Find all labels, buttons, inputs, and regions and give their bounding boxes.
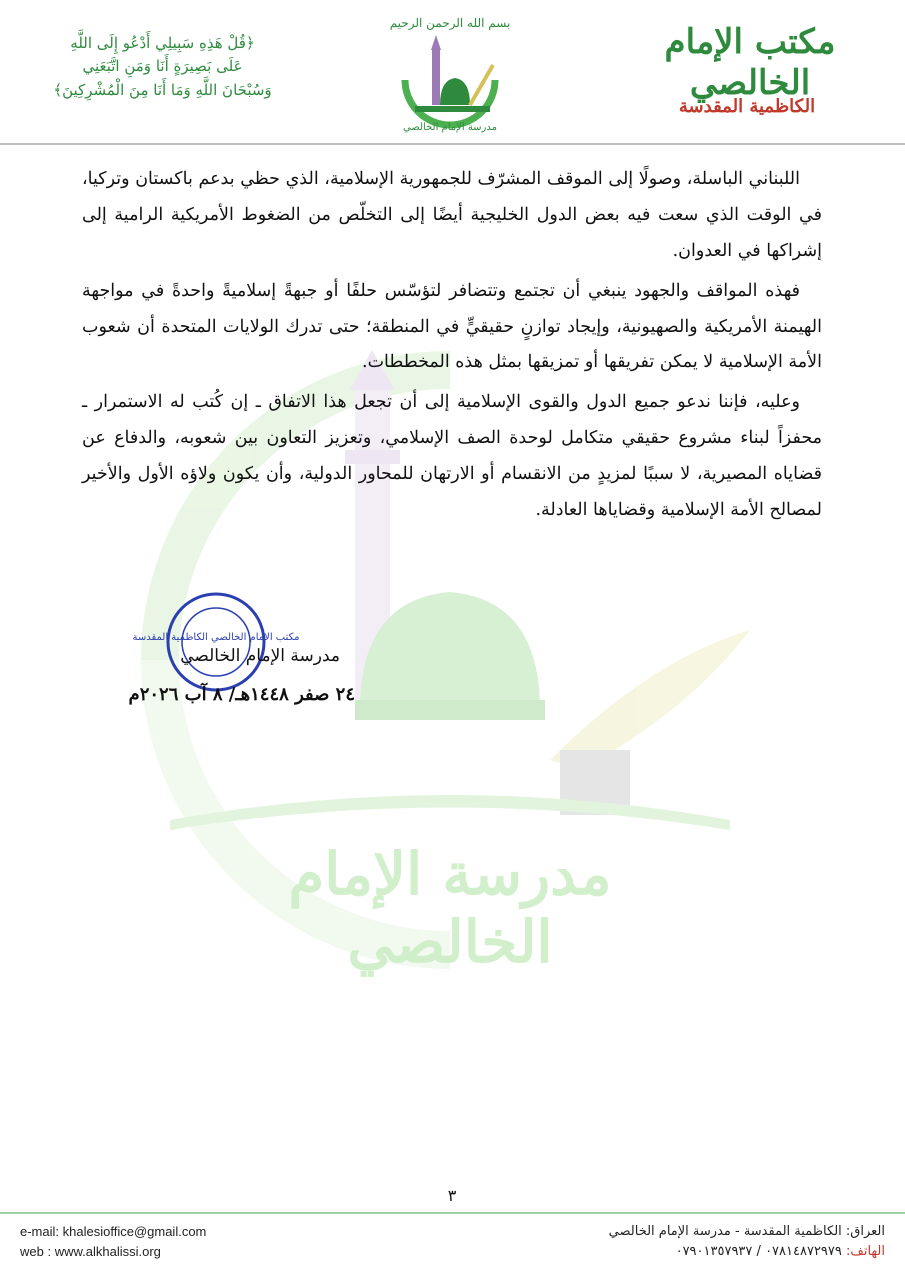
phone-numbers: ٠٧٨١٤٨٧٢٩٧٩ / ٠٧٩٠١٣٥٧٩٣٧ — [675, 1244, 842, 1260]
paragraph-2: فهذه المواقف والجهود ينبغي أن تجتمع وتتضافر لتؤسّس حلفًا أو جبهةً إسلاميةً واحدةً في مواجهة الهيمنة الأمريكية والصهيونية، وإيجاد توازنٍ حقيقيٍّ في المنطقة؛ حتى تدرك الولايات المتحدة أن شعوب الأمة الإسلامية لا يمكن تفريقها أو تمزيقها بمثل هذه المخططات. — [82, 280, 822, 373]
logo-basmala: بسم الله الرحمن الرحيم — [389, 16, 511, 30]
stamp-text: مكتب الامام الخالصي الكاظمية المقدسة — [132, 632, 300, 643]
email-label: e-mail: — [20, 1224, 60, 1239]
verse-line-2: عَلَى بَصِيرَةٍ أَنَا وَمَنِ اتَّبَعَنِي — [82, 57, 243, 76]
letter-date: ٢٤ صفر ١٤٤٨هـ/ ٨ آب ٢٠٢٦م — [128, 684, 355, 705]
watermark-text: مدرسة الإمام الخالصي — [288, 840, 612, 976]
phone-label: الهاتف: — [846, 1244, 885, 1260]
footer-contact-address — [505, 1222, 885, 1262]
letterhead — [0, 0, 905, 145]
official-stamp-icon — [132, 590, 300, 694]
web-label: web : — [20, 1244, 52, 1260]
web-line — [20, 1242, 320, 1262]
address-line: العراق: الكاظمية المقدسة - مدرسة الإمام الخالصي — [608, 1224, 885, 1239]
letter-body — [82, 162, 822, 533]
email-link[interactable]: khalesioffice@gmail.com — [62, 1224, 207, 1239]
page-number: ٣ — [447, 1186, 457, 1205]
phone-line — [505, 1242, 885, 1262]
email-line — [20, 1222, 320, 1242]
logo-footer-text: مدرسة الإمام الخالصي — [403, 122, 497, 133]
org-subtitle: الكاظمية المقدسة — [678, 96, 816, 117]
web-link[interactable]: www.alkhalissi.org — [54, 1244, 161, 1260]
header-divider — [0, 143, 905, 145]
signatory-name: مدرسة الإمام الخالصي — [180, 646, 340, 666]
quran-verse — [40, 32, 285, 102]
org-title: مكتب الإمام الخالصي — [664, 22, 836, 103]
footer-divider — [0, 1212, 905, 1214]
verse-line-3: وَسُبْحَانَ اللَّهِ وَمَا أَنَا مِنَ الْمُشْرِكِينَ﴾ — [53, 80, 272, 99]
paragraph-1: اللبناني الباسلة، وصولًا إلى الموقف المشرّف للجمهورية الإسلامية، الذي حظي بدعم باكستان وتركيا، في الوقت الذي سعت فيه بعض الدول الخليجية أيضًا إلى التخلّص من الضغوط الأمريكية الرامية إلى إشراكها في العدوان. — [82, 169, 822, 261]
verse-line-1: ﴿قُلْ هَذِهِ سَبِيلِي أَدْعُو إِلَى اللَّهِ — [70, 34, 255, 52]
paragraph-3: وعليه، فإننا ندعو جميع الدول والقوى الإسلامية إلى أن تجعل هذا الاتفاق ـ إن كُتب له الاستمرار ـ محفزاً لبناء مشروع حقيقي متكامل لوحدة الصف الإسلامي، وتعزيز التعاون بين شعوبه، والدفاع عن قضاياه المصيرية، لا سببًا لمزيدٍ من الانقسام أو الارتهان للمحاور الدولية، وأن يكون ولاؤه الأول والأخير لمصالح الأمة الإسلامية وقضاياها العادلة. — [82, 392, 822, 520]
footer-contact-web — [20, 1222, 320, 1262]
